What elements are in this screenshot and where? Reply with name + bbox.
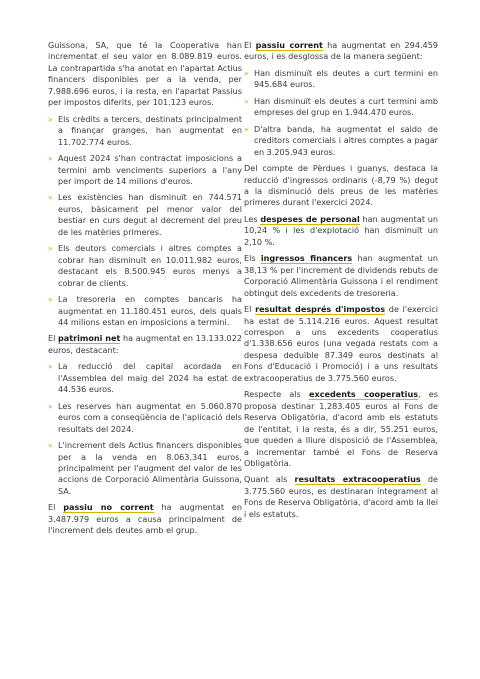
bullet-item [48, 243, 242, 289]
paragraph-passiu-no-corrent [48, 502, 242, 536]
bullet-text: Han disminuït els deutes a curt termini amb empreses del grup en 1.944.470 euros. [254, 95, 438, 118]
text: ha augmentat en 13.133.022 euros, destacant: [48, 333, 243, 355]
bullet-marker-icon: » [48, 401, 53, 411]
paragraph: Del compte de Pèrdues i guanys, destaca la reducció d'ingressos ordinaris (-8,79 %) degut a la disminució dels preus de les matèries primeres durant l'exercici 2024. [244, 163, 438, 208]
text: Respecte als [244, 389, 309, 400]
highlight-term: excedents cooperatius [308, 389, 419, 400]
text: ha augmentat en 3.487.979 euros a causa principalment de l'increment dels deutes amb el grup. [48, 502, 242, 536]
highlight-term: despeses de personal [260, 213, 360, 224]
bullet-text: Els crèdits a tercers, destinats principalment a finançar granges, han augmentat en 11.702.774 euros. [58, 113, 242, 147]
bullet-marker-icon: » [48, 362, 53, 372]
bullet-marker-icon: » [48, 295, 53, 305]
text: , es proposa destinar 1.283.405 euros al Fons de Reserva Obligatòria, d'acord amb els estatuts de l'entitat, i la resta, és a dir, 55.251 euros, que queden a lliure disposició de l'Assemblea, a incrementar també el Fons de Reserva Obligatòria. [244, 389, 438, 468]
bullet-text: Han disminuït els deutes a curt termini en 945.684 euros. [254, 67, 438, 90]
bullet-item [48, 114, 242, 148]
paragraph-despeses-personal [244, 214, 438, 248]
text: El [48, 333, 58, 344]
bullet-item [48, 153, 242, 187]
paragraph-ingressos-financers [244, 253, 438, 299]
paragraph: Guissona, SA, que té la Cooperativa han incrementat el seu valor en 8.089.819 euros. La contrapartida s'ha anotat en l'apartat Actius financers disponibles per a la venda, per 7.988.696 euros, i la resta, en l'apartat Passius per impostos diferits, per 101.123 euros. [48, 40, 242, 108]
text: El [48, 502, 64, 513]
bullet-item [244, 124, 438, 158]
bullet-item [244, 96, 438, 119]
bullet-marker-icon: » [48, 193, 53, 203]
text: El [244, 40, 256, 50]
highlight-term: passiu corrent [255, 40, 323, 50]
right-column [244, 40, 438, 525]
bullet-marker-icon: » [244, 124, 249, 134]
highlight-term: patrimoni net [58, 333, 121, 344]
bullet-text: Les existències han disminuït en 744.571 euros, bàsicament pel menor valor del bestiar en curs degut al decrement del preu de les matèries primeres. [58, 192, 242, 237]
bullet-item [48, 401, 242, 435]
text: ha augmentat en 294.459 euros, i es desglossa de la manera següent: [244, 40, 438, 62]
text: Les [244, 213, 261, 224]
bullet-marker-icon: » [48, 244, 53, 254]
bullet-item [48, 440, 242, 497]
bullet-marker-icon: » [48, 441, 53, 451]
bullet-text: La reducció del capital acordada en l'Assemblea del maig del 2024 ha estat de 44.536 euros. [58, 361, 242, 395]
text: de 3.775.560 euros, es destinaran íntegrament al Fons de Reserva Obligatòria, d'acord amb la llei i els estatuts. [244, 474, 438, 519]
bullet-marker-icon: » [48, 154, 53, 164]
bullet-item [48, 361, 242, 395]
text: de l'exercici ha estat de 5.114.216 euros. Aquest resultat correspon a uns excedents cooperatius d'1.338.656 euros (una vegada restats com a despesa deduïble 87.349 euros destinats al Fons d'Educació i Promoció) i a uns resultats extracooperatius de 3.775.560 euros. [244, 304, 439, 383]
bullet-text: La tresoreria en comptes bancaris ha augmentat en 11.180.451 euros, dels quals 44 milions estan en imposicions a termini. [58, 294, 242, 327]
highlight-term: ingressos financers [260, 253, 353, 264]
paragraph-resultat [244, 304, 438, 384]
paragraph-excedents [244, 389, 438, 469]
left-column [48, 40, 242, 542]
text: han augmentat un 38,13 % per l'increment de dividends rebuts de Corporació Alimentària Guissona i el rendiment obtingut dels excedents de tresoreria. [244, 253, 438, 298]
bullet-marker-icon: » [244, 68, 249, 78]
bullet-item [48, 294, 242, 328]
bullet-marker-icon: » [244, 96, 249, 106]
text: Quant als [244, 474, 295, 485]
text: Els [244, 253, 261, 264]
paragraph-extracooperatius [244, 474, 438, 520]
bullet-text: Aquest 2024 s'han contractat imposicions a termini amb venciments superiors a l'any per import de 14 milions d'euros. [58, 153, 242, 186]
bullet-item [244, 68, 438, 91]
text: han augmentat un 10,24 % i les d'explotació han disminuït un 2,10 %. [244, 213, 438, 247]
bullet-marker-icon: » [48, 114, 53, 124]
highlight-term: resultats extracooperatius [294, 474, 421, 485]
bullet-text: Les reserves han augmentat en 5.060.870 euros com a conseqüència de l'aplicació dels resultats del 2024. [58, 400, 242, 434]
highlight-term: resultat després d'impostos [255, 304, 386, 315]
bullet-text: D'altra banda, ha augmentat el saldo de creditors comercials i altres comptes a pagar en 3.205.943 euros. [254, 123, 438, 157]
bullet-text: Els deutors comercials i altres comptes a cobrar han disminuït en 10.011.982 euros, destacant els 8.500.945 euros menys a cobrar de clients. [58, 243, 242, 288]
paragraph-patrimoni-net [48, 333, 242, 356]
bullet-item [48, 192, 242, 238]
text: El [244, 304, 256, 315]
bullet-text: L'increment dels Actius financers disponibles per a la venda en 8.063.341 euros, principalment per l'augment del valor de les accions de Corporació Alimentària Guissona, SA. [58, 440, 242, 496]
paragraph-passiu-corrent [244, 40, 438, 63]
highlight-term: passiu no corrent [63, 502, 154, 513]
